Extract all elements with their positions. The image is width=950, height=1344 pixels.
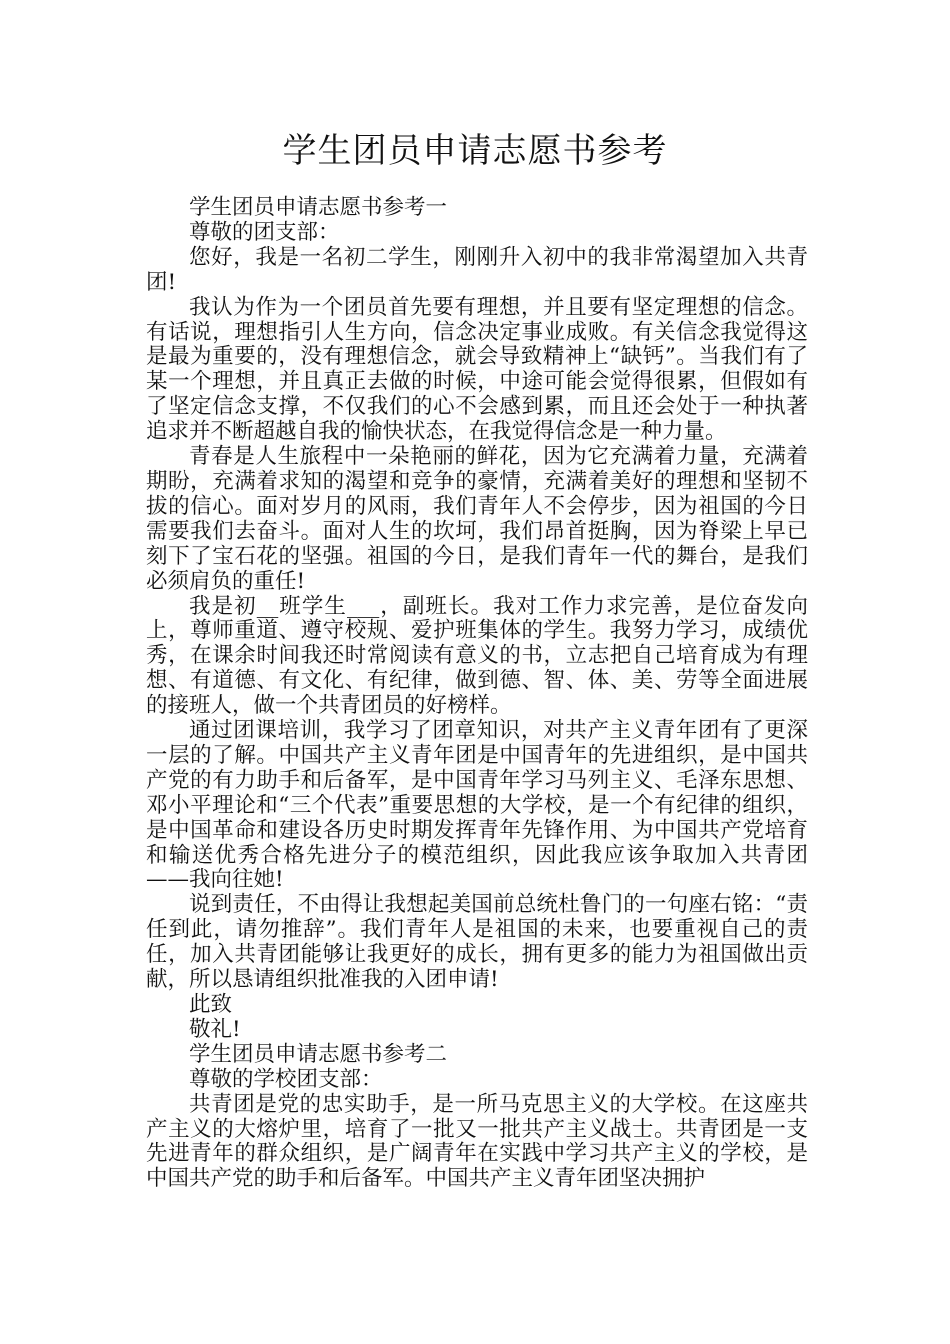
paragraph: 青春是人生旅程中一朵艳丽的鲜花，因为它充满着力量，充满着期盼，充满着求知的渴望和竞争的豪情，充满着美好的理想和坚韧不拔的信心。面对岁月的风雨，我们青年人不会停步，因为祖国的今日需要我们去奋斗。面对人生的坎坷，我们昂首挺胸，因为脊梁上早已刻下了宝石花的坚强。祖国的今日，是我们青年一代的舞台，是我们必须肩负的重任! (146, 444, 808, 594)
paragraph: 学生团员申请志愿书参考二 (189, 1041, 448, 1067)
paragraph: 学生团员申请志愿书参考一 (189, 195, 448, 220)
paragraph: 共青团是党的忠实助手，是一所马克思主义的大学校。在这座共产主义的大熔炉里，培育了一批又一批共产主义战士。共青团是一支先进青年的群众组织，是广阔青年在实践中学习共产主义的学校，是中国共产党的助手和后备军。中国共产主义青年团坚决拥护 (146, 1091, 808, 1192)
document-title: 学生团员申请志愿书参考 (282, 131, 668, 171)
paragraph: 尊敬的团支部： (189, 219, 340, 245)
paragraph: 您好，我是一名初二学生，刚刚升入初中的我非常渴望加入共青团! (146, 244, 808, 295)
paragraph: 我认为作为一个团员首先要有理想，并且要有坚定理想的信念。有话说，理想指引人生方向，信念决定事业成败。有关信念我觉得这是最为重要的，没有理想信念，就会导致精神上“缺钙”。当我们有了某一个理想，并且真正去做的时候，中途可能会觉得很累，但假如有了坚定信念支撑，不仅我们的心不会感到累，而且还会处于一种执著追求并不断超越自我的愉快状态，在我觉得信念是一种力量。 (146, 294, 808, 445)
paragraph: 尊敬的学校团支部： (189, 1066, 383, 1092)
paragraph: 此致 (189, 992, 233, 1017)
paragraph: 通过团课培训，我学习了团章知识，对共产主义青年团有了更深一层的了解。中国共产主义青年团是中国青年的先进组织，是中国共产党的有力助手和后备军，是中国青年学习马列主义、毛泽东思想、邓小平理论和“三个代表”重要思想的大学校，是一个有纪律的组织，是中国革命和建设各历史时期发挥青年先锋作用、为中国共产党培育和输送优秀合格先进分子的模范组织，因此我应该争取加入共青团——我向往她! (146, 718, 808, 893)
paragraph: 敬礼! (189, 1016, 241, 1042)
paragraph: 我是初__班学生___，副班长。我对工作力求完善，是位奋发向上，尊师重道、遵守校规、爱护班集体的学生。我努力学习，成绩优秀，在课余时间我还时常阅读有意义的书，立志把自己培育成为有理想、有道德、有文化、有纪律，做到德、智、体、美、劳等全面进展的接班人，做一个共青团员的好榜样。 (146, 593, 808, 719)
paragraph: 说到责任，不由得让我想起美国前总统杜鲁门的一句座右铭：“责任到此，请勿推辞”。我们青年人是祖国的未来，也要重视自己的责任，加入共青团能够让我更好的成长，拥有更多的能力为祖国做出贡献，所以恳请组织批准我的入团申请! (146, 892, 808, 993)
document-body (146, 196, 808, 1192)
